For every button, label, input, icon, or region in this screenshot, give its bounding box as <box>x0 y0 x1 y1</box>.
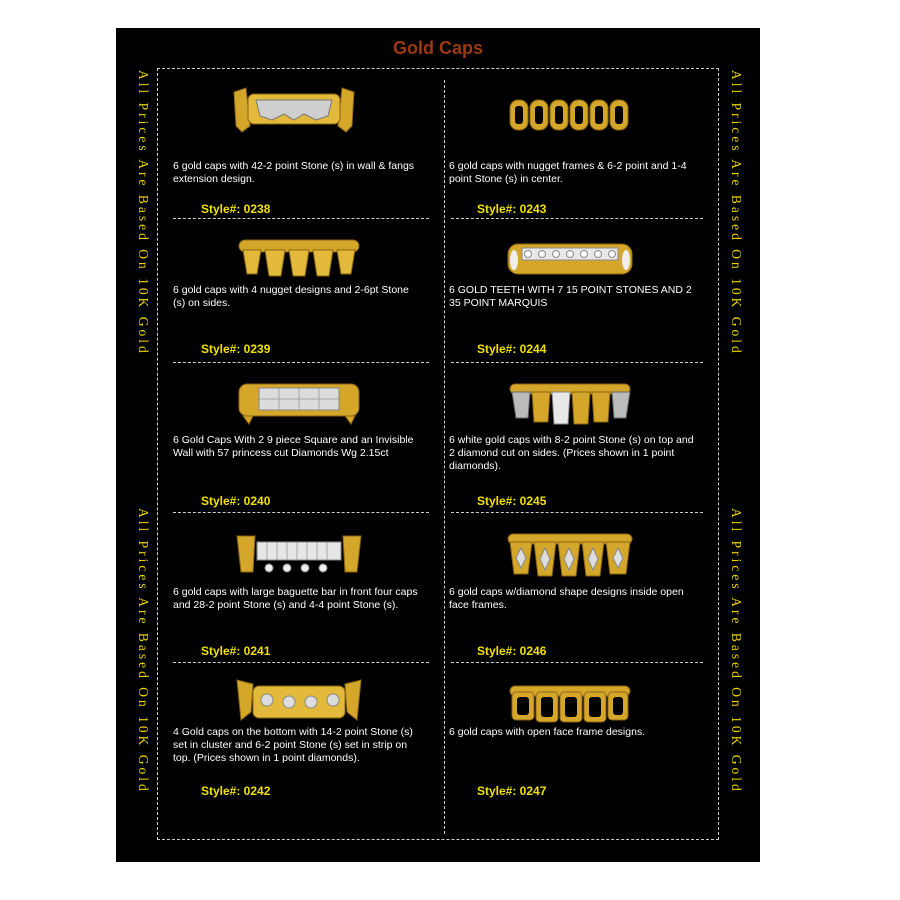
grill-diamond-cut-icon <box>504 378 636 426</box>
item-description: 6 GOLD TEETH WITH 7 15 POINT STONES AND 2 35 POINT MARQUIS <box>449 284 692 309</box>
row-divider <box>451 362 703 363</box>
row-divider <box>173 512 429 513</box>
page-title: Gold Caps <box>392 38 483 58</box>
column-divider <box>444 80 445 834</box>
style-number: Style#: 0243 <box>477 202 547 216</box>
row-divider <box>173 362 429 363</box>
grill-baguette-bar-icon <box>233 530 365 578</box>
row-divider <box>451 218 703 219</box>
item-description: 6 white gold caps with 8-2 point Stone (s) on top and 2 diamond cut on sides. (Prices shown in 1 point diamonds). <box>449 434 694 472</box>
side-text-left-top: All Prices Are Based On 10K Gold <box>136 70 151 356</box>
grill-open-face-icon <box>504 680 636 728</box>
catalog-sheet <box>116 28 760 862</box>
item-description: 6 gold caps with 42-2 point Stone (s) in wall & fangs extension design. <box>173 160 415 185</box>
row-divider <box>451 662 703 663</box>
style-number: Style#: 0239 <box>201 342 271 356</box>
style-number: Style#: 0240 <box>201 494 271 508</box>
grill-fangs-stone-wall-icon <box>228 86 360 134</box>
grill-cluster-strip-icon <box>233 676 365 724</box>
item-description: 6 gold caps with large baguette bar in front four caps and 28-2 point Stone (s) and 4-4 point Stone (s). <box>173 586 418 611</box>
item-description: 4 Gold caps on the bottom with 14-2 point Stone (s) set in cluster and 6-2 point Stone (s) set in strip on top. (Prices shown in 1 point diamonds). <box>173 726 413 764</box>
item-description: 6 gold caps w/diamond shape designs inside open face frames. <box>449 586 684 611</box>
grill-nugget-frames-icon <box>504 90 636 138</box>
item-description: 6 Gold Caps With 2 9 piece Square and an Invisible Wall with 57 princess cut Diamonds Wg 2.15ct <box>173 434 414 459</box>
grill-nugget-designs-icon <box>233 232 365 280</box>
grill-princess-wall-icon <box>233 378 365 426</box>
side-text-right-bottom: All Prices Are Based On 10K Gold <box>729 508 744 794</box>
row-divider <box>451 512 703 513</box>
style-number: Style#: 0245 <box>477 494 547 508</box>
style-number: Style#: 0238 <box>201 202 271 216</box>
style-number: Style#: 0241 <box>201 644 271 658</box>
item-description: 6 gold caps with open face frame designs. <box>449 726 646 738</box>
grill-diamond-shape-icon <box>504 530 636 578</box>
item-description: 6 gold caps with 4 nugget designs and 2-6pt Stone (s) on sides. <box>173 284 409 309</box>
style-number: Style#: 0247 <box>477 784 547 798</box>
row-divider <box>173 662 429 663</box>
row-divider <box>173 218 429 219</box>
side-text-right-top: All Prices Are Based On 10K Gold <box>729 70 744 356</box>
style-number: Style#: 0244 <box>477 342 547 356</box>
side-text-left-bottom: All Prices Are Based On 10K Gold <box>136 508 151 794</box>
grill-stone-bar-icon <box>504 234 636 282</box>
item-description: 6 gold caps with nugget frames & 6-2 point and 1-4 point Stone (s) in center. <box>449 160 687 185</box>
style-number: Style#: 0242 <box>201 784 271 798</box>
style-number: Style#: 0246 <box>477 644 547 658</box>
